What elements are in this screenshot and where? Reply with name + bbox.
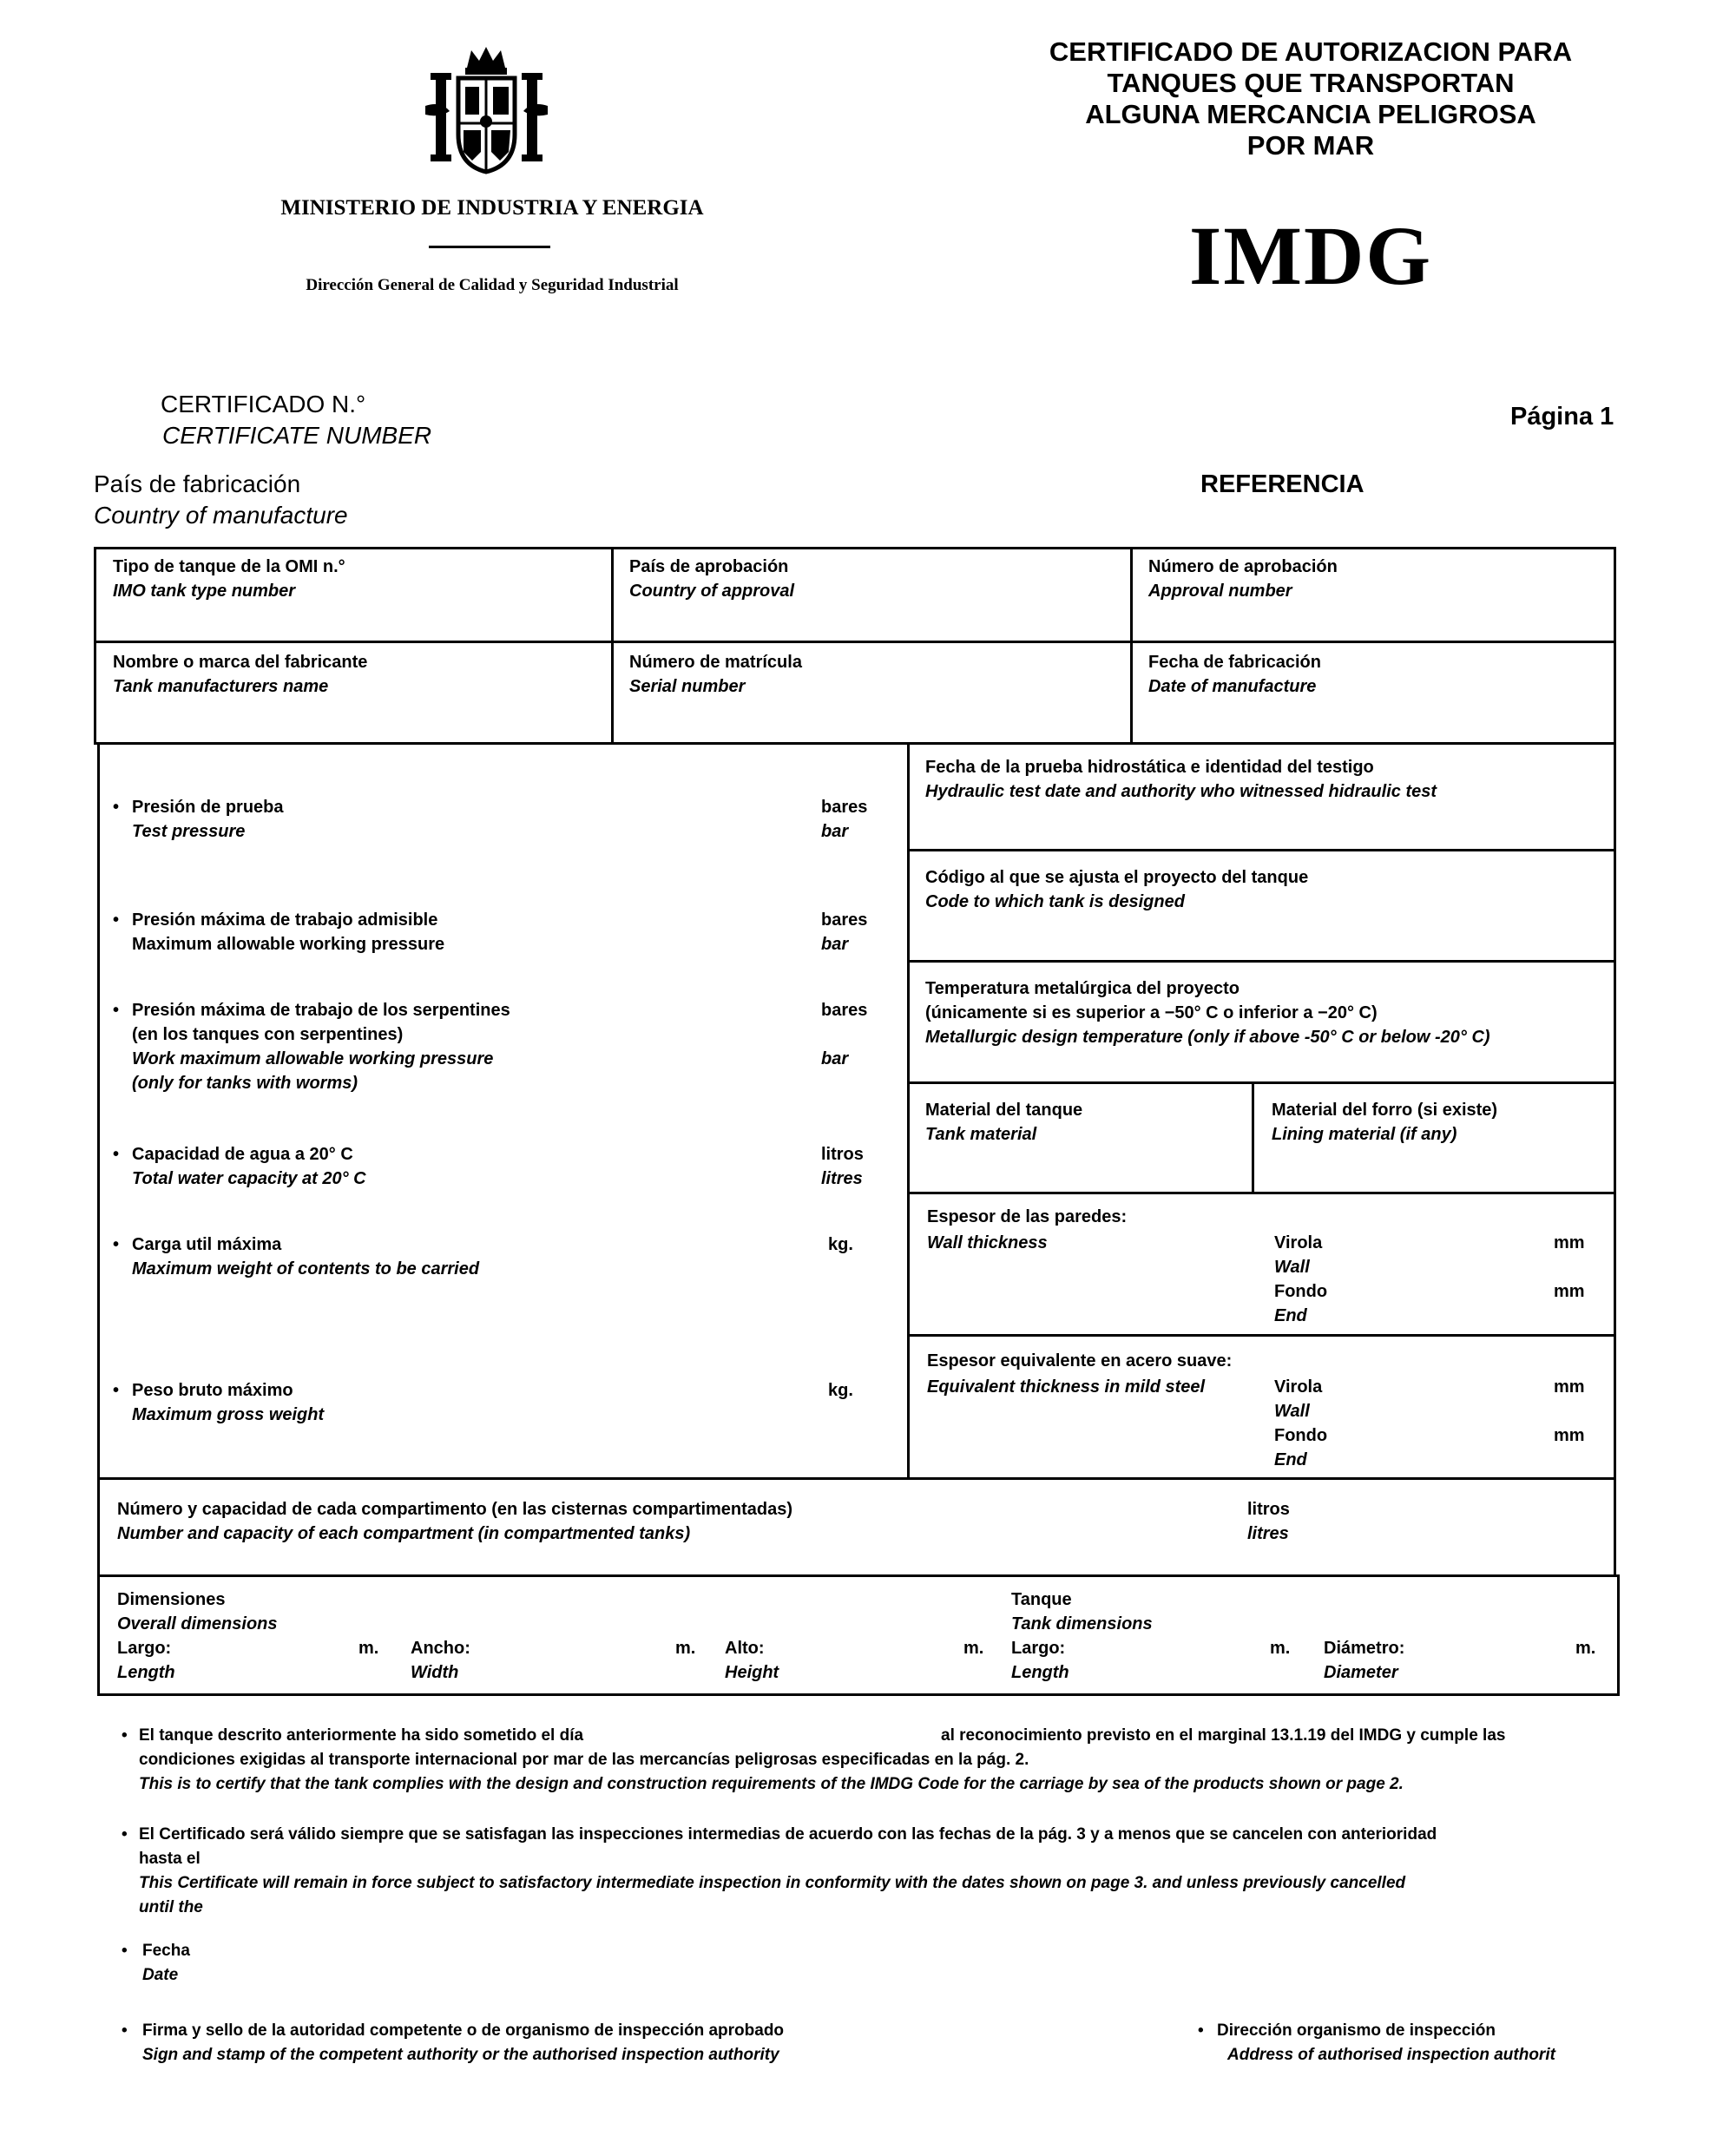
water-capacity-label-en: Total water capacity at 20° C: [132, 1169, 366, 1188]
certificate-number-label-en: CERTIFICATE NUMBER: [162, 422, 432, 449]
approval-number-field[interactable]: [1133, 549, 1614, 641]
bullet-icon: •: [122, 1942, 128, 1960]
wall-virola-label: Virola: [1274, 1233, 1323, 1252]
overall-width-label-en: Width: [411, 1663, 459, 1682]
water-capacity-unit-en: litres: [821, 1169, 863, 1188]
tank-length-label: Largo:: [1011, 1639, 1066, 1658]
inspection-note-text-b: al reconocimiento previsto en el marginal 13.1.19 del IMDG y cumple las: [941, 1726, 1506, 1745]
overall-height-unit: m.: [963, 1639, 984, 1658]
equiv-virola-unit: mm: [1554, 1377, 1585, 1397]
worm-pressure-label-en: Work maximum allowable working pressure: [132, 1049, 494, 1068]
wall-thickness-label: Espesor de las paredes:: [927, 1207, 1128, 1226]
equivalent-thickness-field[interactable]: [910, 1337, 1614, 1479]
bullet-icon: •: [1198, 2021, 1204, 2040]
serial-number-label: Número de matrícula: [629, 653, 802, 672]
overall-width-label: Ancho:: [411, 1639, 470, 1658]
country-manufacture-label-en: Country of manufacture: [94, 502, 348, 529]
date-manufacture-field[interactable]: [1133, 643, 1614, 743]
equiv-fondo-unit: mm: [1554, 1426, 1585, 1445]
title-line-2: TANQUES QUE TRANSPORTAN: [1107, 68, 1515, 98]
wall-thickness-label-en: Wall thickness: [927, 1233, 1048, 1252]
approval-number-label: Número de aprobación: [1148, 557, 1338, 576]
tank-diameter-field[interactable]: [1324, 1636, 1610, 1688]
design-temperature-field[interactable]: [910, 963, 1614, 1081]
signature-label-en: Sign and stamp of the competent authority or the authorised inspection authority: [142, 2046, 779, 2064]
dimensions-title: Dimensiones: [117, 1590, 226, 1609]
test-pressure-unit: bares: [821, 798, 868, 817]
tank-diameter-unit: m.: [1575, 1639, 1596, 1658]
equiv-virola-label: Virola: [1274, 1377, 1323, 1397]
equivalent-thickness-label-en: Equivalent thickness in mild steel: [927, 1377, 1206, 1397]
manufacturer-field[interactable]: [95, 643, 611, 743]
worm-pressure-label-2: (en los tanques con serpentines): [132, 1025, 404, 1044]
max-gross-weight-label: Peso bruto máximo: [132, 1381, 293, 1400]
imo-tank-type-label: Tipo de tanque de la OMI n.°: [113, 557, 345, 576]
tank-length-label-en: Length: [1011, 1663, 1069, 1682]
bullet-icon: •: [113, 910, 120, 930]
equivalent-thickness-label: Espesor equivalente en acero suave:: [927, 1351, 1233, 1371]
bullet-icon: •: [113, 1381, 120, 1400]
design-temperature-label-en: Metallurgic design temperature (only if above -50° C or below -20° C): [925, 1028, 1490, 1047]
approval-number-label-en: Approval number: [1148, 582, 1292, 601]
water-capacity-label: Capacidad de agua a 20° C: [132, 1145, 353, 1164]
lining-material-field[interactable]: [1254, 1084, 1614, 1192]
ministry-name: MINISTERIO DE INDUSTRIA Y ENERGIA: [280, 196, 704, 220]
manufacturer-label: Nombre o marca del fabricante: [113, 653, 368, 672]
max-gross-weight-field[interactable]: [99, 1375, 906, 1444]
max-payload-label-en: Maximum weight of contents to be carried: [132, 1259, 480, 1278]
tank-material-label-en: Tank material: [925, 1125, 1037, 1144]
date-label-en: Date: [142, 1966, 179, 1984]
validity-note-text-2: hasta el: [139, 1850, 201, 1868]
overall-height-field[interactable]: [725, 1636, 1011, 1688]
imo-tank-type-field[interactable]: [95, 549, 611, 641]
signature-field[interactable]: [104, 2019, 972, 2071]
water-capacity-field[interactable]: [99, 1139, 906, 1208]
compartments-unit-en: litres: [1247, 1524, 1289, 1543]
design-temperature-label: Temperatura metalúrgica del proyecto: [925, 979, 1240, 998]
inspection-note-text-a: El tanque descrito anteriormente ha sido sometido el día: [139, 1726, 584, 1745]
tank-material-label: Material del tanque: [925, 1101, 1083, 1120]
design-code-label-en: Code to which tank is designed: [925, 892, 1185, 911]
wall-virola-unit: mm: [1554, 1233, 1585, 1252]
tank-dimensions-title: Tanque: [1011, 1590, 1072, 1609]
compartments-field[interactable]: [100, 1480, 1614, 1575]
compartments-label-en: Number and capacity of each compartment (in compartmented tanks): [117, 1524, 691, 1543]
imo-tank-type-label-en: IMO tank type number: [113, 582, 296, 601]
tank-length-field[interactable]: [1011, 1636, 1298, 1688]
overall-length-field[interactable]: [117, 1636, 395, 1688]
overall-height-label-en: Height: [725, 1663, 779, 1682]
hydraulic-test-label-en: Hydraulic test date and authority who witnessed hidraulic test: [925, 782, 1437, 801]
worm-pressure-unit: bares: [821, 1001, 868, 1020]
max-payload-field[interactable]: [99, 1229, 906, 1298]
wall-wall-label: Wall: [1274, 1258, 1310, 1277]
wall-fondo-unit: mm: [1554, 1282, 1585, 1301]
title-line-1: CERTIFICADO DE AUTORIZACION PARA: [1049, 36, 1573, 67]
test-pressure-label: Presión de prueba: [132, 798, 284, 817]
date-label: Fecha: [142, 1942, 190, 1960]
worm-pressure-label-en-2: (only for tanks with worms): [132, 1074, 358, 1093]
directorate-name: Dirección General de Calidad y Seguridad Industrial: [306, 276, 679, 294]
page-number: Página 1: [1510, 403, 1614, 431]
wall-fondo-label: Fondo: [1274, 1282, 1328, 1301]
test-pressure-unit-en: bar: [821, 822, 849, 841]
test-pressure-field[interactable]: [99, 792, 906, 861]
worm-pressure-field[interactable]: [99, 995, 906, 1099]
tank-dimensions-title-en: Tank dimensions: [1011, 1614, 1153, 1633]
design-code-label: Código al que se ajusta el proyecto del tanque: [925, 868, 1309, 887]
equiv-wall-label: Wall: [1274, 1402, 1310, 1421]
equiv-end-label: End: [1274, 1450, 1307, 1469]
max-working-pressure-label-en: Maximum allowable working pressure: [132, 935, 445, 954]
inspection-address-label: Dirección organismo de inspección: [1217, 2021, 1496, 2040]
max-gross-weight-unit: kg.: [828, 1381, 853, 1400]
reference-label: REFERENCIA: [1200, 470, 1364, 498]
wall-end-label: End: [1274, 1306, 1307, 1325]
title-line-3: ALGUNA MERCANCIA PELIGROSA: [1085, 99, 1536, 129]
equiv-fondo-label: Fondo: [1274, 1426, 1328, 1445]
hydraulic-test-label: Fecha de la prueba hidrostática e identidad del testigo: [925, 758, 1374, 777]
test-pressure-label-en: Test pressure: [132, 822, 246, 841]
bullet-icon: •: [113, 1235, 120, 1254]
compartments-label: Número y capacidad de cada compartimento (en las cisternas compartimentadas): [117, 1500, 793, 1519]
wall-thickness-field[interactable]: [910, 1194, 1614, 1333]
tank-length-unit: m.: [1270, 1639, 1291, 1658]
overall-width-unit: m.: [675, 1639, 696, 1658]
country-approval-label-en: Country of approval: [629, 582, 795, 601]
manufacturer-label-en: Tank manufacturers name: [113, 677, 329, 696]
country-approval-field[interactable]: [614, 549, 1130, 641]
max-working-pressure-unit: bares: [821, 910, 868, 930]
worm-pressure-unit-en: bar: [821, 1049, 849, 1068]
max-gross-weight-label-en: Maximum gross weight: [132, 1405, 325, 1424]
overall-length-label: Largo:: [117, 1639, 172, 1658]
dimensions-title-en: Overall dimensions: [117, 1614, 278, 1633]
serial-number-field[interactable]: [614, 643, 1130, 743]
overall-height-label: Alto:: [725, 1639, 765, 1658]
coat-of-arms-icon: [424, 43, 549, 178]
ministry-divider: [429, 246, 550, 248]
inspection-address-field[interactable]: [1198, 2019, 1649, 2071]
max-payload-unit: kg.: [828, 1235, 853, 1254]
max-working-pressure-field[interactable]: [99, 904, 906, 974]
design-code-field[interactable]: [910, 851, 1614, 959]
compartments-unit: litros: [1247, 1500, 1290, 1519]
inspection-note-text-c: condiciones exigidas al transporte internacional por mar de las mercancías peligrosas especificadas en la pág. 2.: [139, 1751, 1029, 1769]
date-field[interactable]: [104, 1939, 451, 1991]
bullet-icon: •: [113, 1145, 120, 1164]
hydraulic-test-field[interactable]: [910, 745, 1614, 847]
bullet-icon: •: [113, 1001, 120, 1020]
validity-note-text-en: This Certificate will remain in force subject to satisfactory intermediate inspection in conformity with the dates shown on page 3. and unless previously cancelled: [139, 1874, 1406, 1892]
title-line-4: POR MAR: [1246, 130, 1375, 161]
country-manufacture-label: País de fabricación: [94, 470, 301, 497]
worm-pressure-label: Presión máxima de trabajo de los serpentines: [132, 1001, 510, 1020]
signature-label: Firma y sello de la autoridad competente o de organismo de inspección aprobado: [142, 2021, 785, 2040]
overall-length-label-en: Length: [117, 1663, 175, 1682]
tank-diameter-label-en: Diameter: [1324, 1663, 1398, 1682]
max-working-pressure-unit-en: bar: [821, 935, 849, 954]
tank-diameter-label: Diámetro:: [1324, 1639, 1405, 1658]
validity-note-text-en-2: until the: [139, 1898, 203, 1916]
serial-number-label-en: Serial number: [629, 677, 746, 696]
bullet-icon: •: [122, 1726, 128, 1745]
dimensions-section: [100, 1577, 1617, 1693]
validity-note-text: El Certificado será válido siempre que se satisfagan las inspecciones intermedias de acuerdo con las fechas de la pág. 3 y a menos que se cancelen con anterioridad: [139, 1825, 1437, 1844]
document-title: [1024, 36, 1597, 161]
water-capacity-unit: litros: [821, 1145, 864, 1164]
lining-material-label: Material del forro (si existe): [1272, 1101, 1498, 1120]
inspection-note-text-en: This is to certify that the tank complies with the design and construction requirements of the IMDG Code for the carriage by sea of the products shown or page 2.: [139, 1775, 1404, 1793]
max-working-pressure-label: Presión máxima de trabajo admisible: [132, 910, 438, 930]
tank-material-field[interactable]: [910, 1084, 1252, 1192]
inspection-address-label-en: Address of authorised inspection authorit: [1227, 2046, 1555, 2064]
imdg-code: IMDG: [1189, 209, 1432, 302]
overall-width-field[interactable]: [411, 1636, 706, 1688]
country-approval-label: País de aprobación: [629, 557, 789, 576]
max-payload-label: Carga util máxima: [132, 1235, 282, 1254]
date-manufacture-label: Fecha de fabricación: [1148, 653, 1321, 672]
lining-material-label-en: Lining material (if any): [1272, 1125, 1457, 1144]
bullet-icon: •: [113, 798, 120, 817]
bullet-icon: •: [122, 2021, 128, 2040]
certificate-number-label: CERTIFICADO N.°: [161, 391, 366, 417]
date-manufacture-label-en: Date of manufacture: [1148, 677, 1317, 696]
bullet-icon: •: [122, 1825, 128, 1844]
design-temperature-label-2: (únicamente si es superior a −50° C o inferior a −20° C): [925, 1003, 1378, 1022]
overall-length-unit: m.: [358, 1639, 379, 1658]
